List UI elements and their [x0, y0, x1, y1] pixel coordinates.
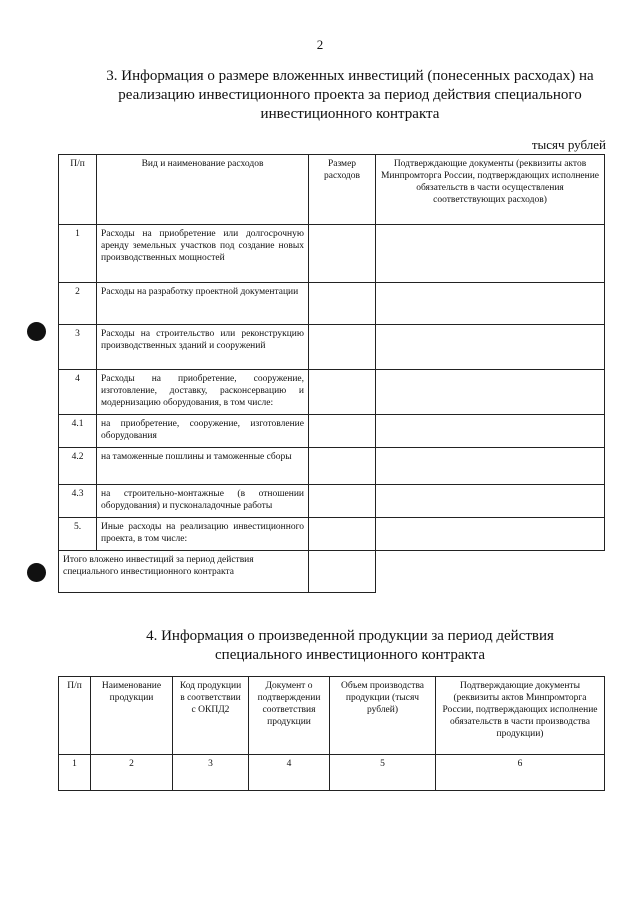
- production-table: [58, 676, 605, 791]
- column-number: 4: [249, 755, 330, 791]
- table-header-row: [59, 155, 605, 225]
- punch-hole-icon: [27, 322, 46, 341]
- row-name: Иные расходы на реализацию инвестиционного проекта, в том числе:: [97, 518, 309, 551]
- table-row: [59, 518, 605, 551]
- table-header-row: [59, 677, 605, 755]
- row-docs: [376, 518, 605, 551]
- row-num: 4.2: [59, 448, 97, 485]
- section-3-title-line1: 3. Информация о размере вложенных инвестиций (понесенных расходах) на: [106, 68, 594, 84]
- units-label: тысяч рублей: [531, 137, 606, 152]
- row-size: [309, 370, 376, 415]
- table-row: [59, 415, 605, 448]
- row-num: 4.1: [59, 415, 97, 448]
- row-name: Расходы на строительство или реконструкцию производственных зданий и сооружений: [97, 325, 309, 370]
- section-3-title: [60, 67, 640, 124]
- header-num: П/п: [59, 155, 97, 225]
- table-row: [59, 370, 605, 415]
- section-4-title-line2: специального инвестиционного контракта: [215, 647, 485, 663]
- row-num: 5.: [59, 518, 97, 551]
- column-number: 5: [330, 755, 436, 791]
- row-docs: [376, 370, 605, 415]
- row-size: [309, 415, 376, 448]
- row-docs: [376, 325, 605, 370]
- row-size: [309, 225, 376, 283]
- header-product-name: Наименование продукции: [91, 677, 173, 755]
- total-label: Итого вложено инвестиций за период действия специального инвестиционного контракта: [59, 551, 309, 593]
- table-row: [59, 448, 605, 485]
- row-name: Расходы на приобретение, сооружение, изготовление, доставку, расконсервацию и модернизацию оборудования, в том числе:: [97, 370, 309, 415]
- row-num: 3: [59, 325, 97, 370]
- section-4-title-line1: 4. Информация о произведенной продукции за период действия: [146, 628, 554, 644]
- row-docs: [376, 415, 605, 448]
- page-number: 2: [316, 37, 324, 52]
- column-number: 3: [173, 755, 249, 791]
- total-size: [309, 551, 376, 593]
- total-empty: [376, 551, 605, 593]
- row-name: Расходы на приобретение или долгосрочную аренду земельных участков под создание новых производственных мощностей: [97, 225, 309, 283]
- row-num: 2: [59, 283, 97, 325]
- header-size: Размер расходов: [309, 155, 376, 225]
- table-total-row: [59, 551, 605, 593]
- row-docs: [376, 485, 605, 518]
- column-number: 6: [436, 755, 605, 791]
- column-number: 2: [91, 755, 173, 791]
- table-row: [59, 755, 605, 791]
- row-size: [309, 485, 376, 518]
- section-3-title-line2: реализацию инвестиционного проекта за период действия специального: [118, 87, 582, 103]
- header-num: П/п: [59, 677, 91, 755]
- row-docs: [376, 225, 605, 283]
- header-docs: Подтверждающие документы (реквизиты актов Минпромторга России, подтверждающих исполнение обязательств в части осуществления соответствующих расходов): [376, 155, 605, 225]
- column-number: 1: [59, 755, 91, 791]
- row-name: на строительно-монтажные (в отношении оборудования) и пусконаладочные работы: [97, 485, 309, 518]
- row-num: 4: [59, 370, 97, 415]
- header-confirming-documents: Подтверждающие документы (реквизиты актов Минпромторга России, подтверждающих исполнение обязательств в части производства продукции): [436, 677, 605, 755]
- row-name: на приобретение, сооружение, изготовление оборудования: [97, 415, 309, 448]
- table-row: [59, 325, 605, 370]
- header-name: Вид и наименование расходов: [97, 155, 309, 225]
- header-production-volume: Объем производства продукции (тысяч рублей): [330, 677, 436, 755]
- header-conformity-document: Документ о подтверждении соответствия продукции: [249, 677, 330, 755]
- row-size: [309, 448, 376, 485]
- table-row: [59, 485, 605, 518]
- row-name: на таможенные пошлины и таможенные сборы: [97, 448, 309, 485]
- header-okpd2-code: Код продукции в соответствии с ОКПД2: [173, 677, 249, 755]
- row-size: [309, 283, 376, 325]
- section-3-title-line3: инвестиционного контракта: [260, 106, 440, 122]
- row-num: 4.3: [59, 485, 97, 518]
- row-docs: [376, 448, 605, 485]
- row-num: 1: [59, 225, 97, 283]
- row-name: Расходы на разработку проектной документации: [97, 283, 309, 325]
- table-row: [59, 225, 605, 283]
- row-size: [309, 518, 376, 551]
- investments-table: [58, 154, 605, 593]
- row-size: [309, 325, 376, 370]
- section-4-title: [60, 627, 640, 665]
- row-docs: [376, 283, 605, 325]
- table-row: [59, 283, 605, 325]
- punch-hole-icon: [27, 563, 46, 582]
